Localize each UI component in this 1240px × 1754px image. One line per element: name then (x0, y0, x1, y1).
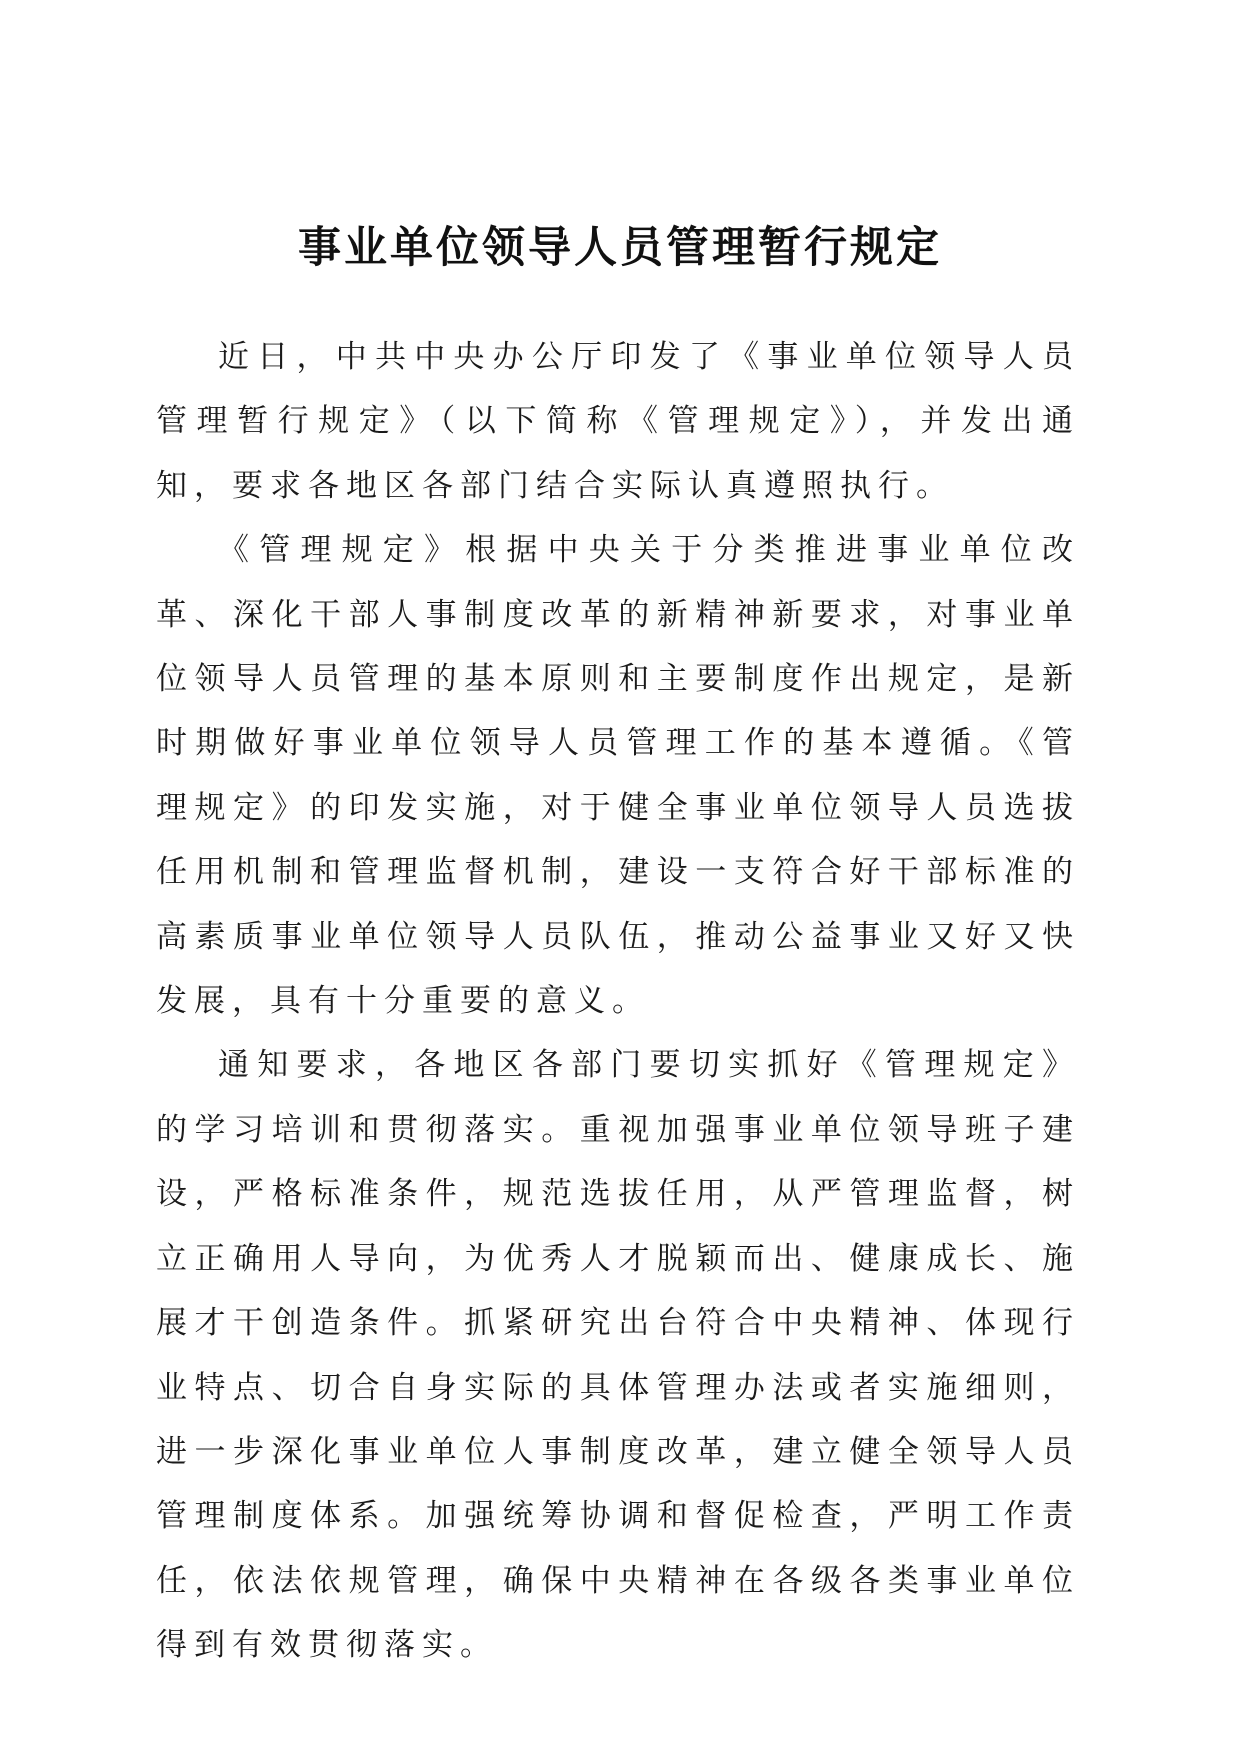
paragraph-1: 近日，中共中央办公厅印发了《事业单位领导人员管理暂行规定》（以下简称《管理规定》），并发出通知，要求各地区各部门结合实际认真遵照执行。 (156, 339, 1080, 504)
document-title: 事业单位领导人员管理暂行规定 (298, 223, 942, 273)
document-body (156, 325, 1080, 1678)
paragraph-2: 《管理规定》根据中央关于分类推进事业单位改革、深化干部人事制度改革的新精神新要求，对事业单位领导人员管理的基本原则和主要制度作出规定，是新时期做好事业单位领导人员管理工作的基本遵循。《管理规定》的印发实施，对于健全事业单位领导人员选拔任用机制和管理监督机制，建设一支符合好干部标准的高素质事业单位领导人员队伍，推动公益事业又好又快发展，具有十分重要的意义。 (156, 532, 1080, 1020)
paragraph-3: 通知要求，各地区各部门要切实抓好《管理规定》的学习培训和贯彻落实。重视加强事业单位领导班子建设，严格标准条件，规范选拔任用，从严管理监督，树立正确用人导向，为优秀人才脱颖而出、健康成长、施展才干创造条件。抓紧研究出台符合中央精神、体现行业特点、切合自身实际的具体管理办法或者实施细则，进一步深化事业单位人事制度改革，建立健全领导人员管理制度体系。加强统筹协调和督促检查，严明工作责任，依法依规管理，确保中央精神在各级各类事业单位得到有效贯彻落实。 (156, 1047, 1080, 1664)
